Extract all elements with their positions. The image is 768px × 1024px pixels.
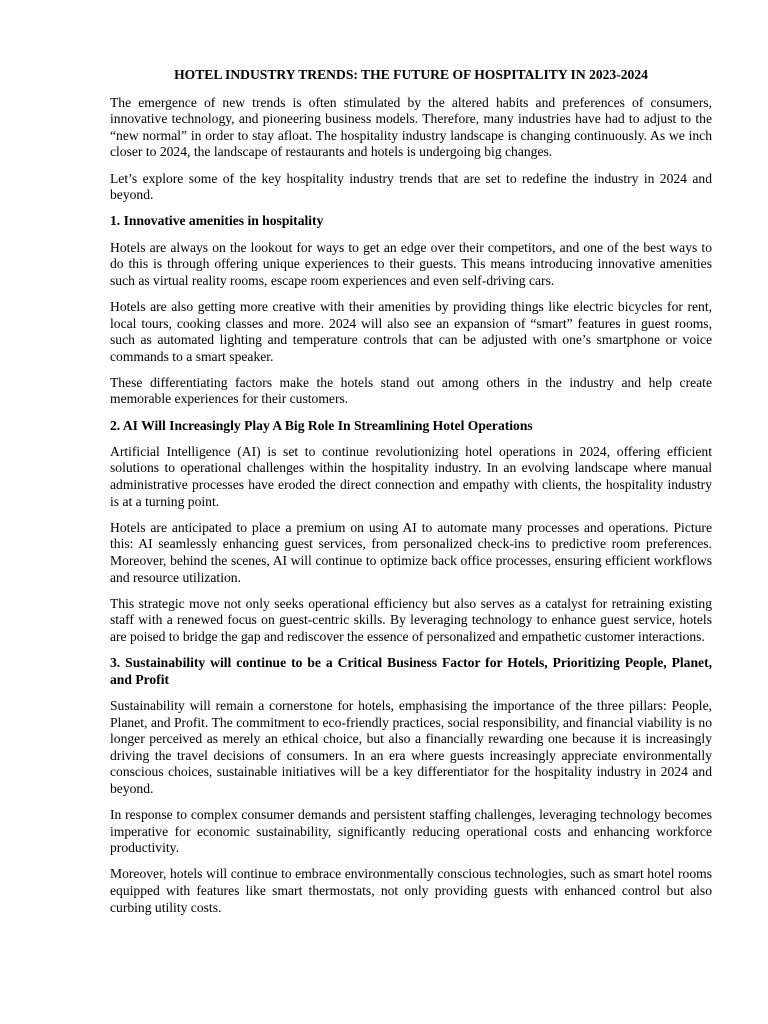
section-heading: 1. Innovative amenities in hospitality bbox=[110, 213, 324, 229]
section-paragraph: Sustainability will remain a cornerstone for hotels, emphasising the importance of the three pillars: People, Planet, and Profit. The commitment to eco-friendly practices, social responsibility, and financial viability is no longer perceived as merely an ethical choice, but also a financially rewarding one because it is increasingly driving the travel decisions of consumers. In an era where guests increasingly appreciate environmentally conscious choices, sustainable initiatives will be a key differentiator for the hospitality industry in 2024 and beyond. bbox=[110, 697, 712, 796]
intro-paragraph: The emergence of new trends is often stimulated by the altered habits and preferences of consumers, innovative technology, and pioneering business models. Therefore, many industries have had to adjust to the “new normal” in order to stay afloat. The hospitality industry landscape is changing continuously. As we inch closer to 2024, the landscape of restaurants and hotels is undergoing big changes. bbox=[110, 94, 712, 160]
section-heading: 3. Sustainability will continue to be a Critical Business Factor for Hotels, Prioritizing People, Planet, and Profit bbox=[110, 655, 712, 687]
section-paragraph: Moreover, hotels will continue to embrace environmentally conscious technologies, such as smart hotel rooms equipped with features like smart thermostats, not only providing guests with enhanced control but also curbing utility costs. bbox=[110, 866, 712, 915]
section-paragraph: This strategic move not only seeks operational efficiency but also serves as a catalyst for retraining existing staff with a renewed focus on guest-centric skills. By leveraging technology to enhance guest service, hotels are poised to bridge the gap and rediscover the essence of personalized and empathetic customer interactions. bbox=[110, 595, 712, 644]
section-paragraph: Artificial Intelligence (AI) is set to continue revolutionizing hotel operations in 2024, offering efficient solutions to operational challenges within the hospitality industry. In an evolving landscape where manual administrative processes have eroded the direct connection and empathy with clients, the hospitality industry is at a turning point. bbox=[110, 443, 712, 509]
section-paragraph: Hotels are always on the lookout for ways to get an edge over their competitors, and one of the best ways to do this is through offering unique experiences to their guests. This means introducing innovative amenities such as virtual reality rooms, escape room experiences and even self-driving cars. bbox=[110, 239, 712, 288]
section-paragraph: Hotels are anticipated to place a premium on using AI to automate many processes and operations. Picture this: AI seamlessly enhancing guest services, from personalized check-ins to predictive room preferences. Moreover, behind the scenes, AI will continue to optimize back office processes, ensuring efficient workflows and resource utilization. bbox=[110, 519, 712, 585]
section-heading: 2. AI Will Increasingly Play A Big Role In Streamlining Hotel Operations bbox=[110, 417, 533, 433]
intro-paragraph: Let’s explore some of the key hospitality industry trends that are set to redefine the industry in 2024 and beyond. bbox=[110, 170, 712, 203]
document-title: HOTEL INDUSTRY TRENDS: THE FUTURE OF HOSPITALITY IN 2023-2024 bbox=[174, 67, 648, 82]
section-paragraph: Hotels are also getting more creative with their amenities by providing things like electric bicycles for rent, local tours, cooking classes and more. 2024 will also see an expansion of “smart” features in guest rooms, such as automated lighting and temperature controls that can be adjusted with one’s smartphone or voice commands to a smart speaker. bbox=[110, 298, 712, 364]
document-page bbox=[110, 67, 712, 926]
section-paragraph: These differentiating factors make the hotels stand out among others in the industry and help create memorable experiences for their customers. bbox=[110, 374, 712, 407]
section-paragraph: In response to complex consumer demands and persistent staffing challenges, leveraging technology becomes imperative for economic sustainability, significantly reducing operational costs and enhancing workforce productivity. bbox=[110, 807, 712, 856]
